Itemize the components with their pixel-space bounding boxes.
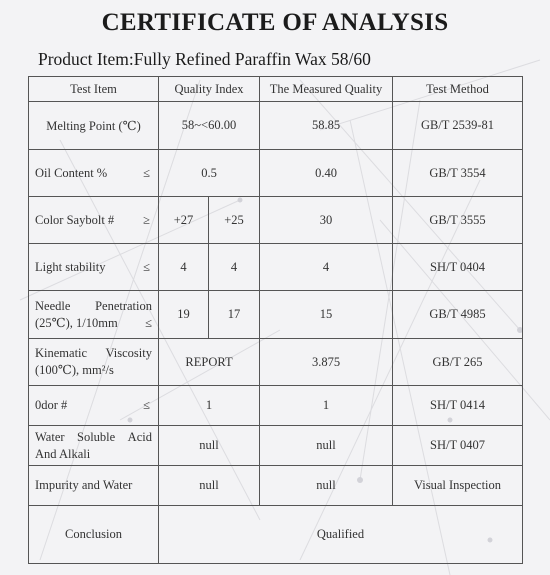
needle-item-word2: Penetration bbox=[95, 298, 152, 313]
melting-item: Melting Point (℃) bbox=[29, 102, 159, 150]
color-index-a: +27 bbox=[159, 197, 209, 244]
melting-method: GB/T 2539-81 bbox=[393, 102, 523, 150]
kinematic-item-cell bbox=[29, 339, 159, 386]
kinematic-index: REPORT bbox=[159, 339, 260, 386]
color-item: Color Saybolt # bbox=[35, 212, 115, 227]
row-odor bbox=[29, 386, 523, 426]
row-melting-point bbox=[29, 102, 523, 150]
light-index-a: 4 bbox=[159, 244, 209, 291]
needle-item-word1: Needle bbox=[35, 298, 71, 313]
row-water-soluble bbox=[29, 426, 523, 466]
water-item-word1: Water bbox=[35, 429, 65, 444]
row-light-stability bbox=[29, 244, 523, 291]
document-title: CERTIFICATE OF ANALYSIS bbox=[101, 9, 449, 36]
conclusion-label: Conclusion bbox=[29, 506, 159, 564]
color-method: GB/T 3555 bbox=[393, 197, 523, 244]
impurity-measured: null bbox=[260, 466, 393, 506]
oil-index: 0.5 bbox=[159, 150, 260, 197]
header-test-method: Test Method bbox=[393, 77, 523, 102]
melting-measured: 58.85 bbox=[260, 102, 393, 150]
impurity-method: Visual Inspection bbox=[393, 466, 523, 506]
color-measured: 30 bbox=[260, 197, 393, 244]
row-impurity-water bbox=[29, 466, 523, 506]
water-item-word3: Acid bbox=[127, 429, 152, 444]
light-method: SH/T 0404 bbox=[393, 244, 523, 291]
odor-item-cell bbox=[29, 386, 159, 426]
kinematic-measured: 3.875 bbox=[260, 339, 393, 386]
conclusion-result: Qualified bbox=[159, 506, 523, 564]
kinematic-item-word2: Viscosity bbox=[105, 346, 152, 360]
kinematic-item-line2: (100℃), mm²/s bbox=[35, 363, 114, 377]
oil-symbol: ≤ bbox=[143, 165, 150, 180]
water-measured: null bbox=[260, 426, 393, 466]
water-item-word2: Soluble bbox=[77, 429, 116, 444]
odor-item: 0dor # bbox=[35, 398, 68, 412]
light-item-cell bbox=[29, 244, 159, 291]
header-row bbox=[29, 77, 523, 102]
needle-measured: 15 bbox=[260, 291, 393, 339]
oil-method: GB/T 3554 bbox=[393, 150, 523, 197]
header-measured-quality: The Measured Quality bbox=[260, 77, 393, 102]
odor-method: SH/T 0414 bbox=[393, 386, 523, 426]
impurity-item: Impurity and Water bbox=[29, 466, 159, 506]
melting-index: 58~<60.00 bbox=[159, 102, 260, 150]
row-kinematic-viscosity bbox=[29, 339, 523, 386]
water-item-line2: And Alkali bbox=[35, 446, 91, 461]
oil-item: Oil Content % bbox=[35, 165, 108, 180]
header-test-item: Test Item bbox=[29, 77, 159, 102]
odor-measured: 1 bbox=[260, 386, 393, 426]
water-item-cell bbox=[29, 426, 159, 466]
oil-measured: 0.40 bbox=[260, 150, 393, 197]
header-quality-index: Quality Index bbox=[159, 77, 260, 102]
color-item-cell bbox=[29, 197, 159, 244]
row-needle-penetration bbox=[29, 291, 523, 339]
kinematic-method: GB/T 265 bbox=[393, 339, 523, 386]
row-conclusion bbox=[29, 506, 523, 564]
needle-index-b: 17 bbox=[209, 291, 260, 339]
row-oil-content bbox=[29, 150, 523, 197]
odor-symbol: ≤ bbox=[143, 398, 150, 412]
color-index-b: +25 bbox=[209, 197, 260, 244]
needle-index-a: 19 bbox=[159, 291, 209, 339]
light-index-b: 4 bbox=[209, 244, 260, 291]
analysis-table bbox=[28, 76, 523, 564]
light-symbol: ≤ bbox=[143, 259, 150, 274]
water-method: SH/T 0407 bbox=[393, 426, 523, 466]
color-symbol: ≥ bbox=[143, 212, 150, 227]
impurity-index: null bbox=[159, 466, 260, 506]
water-index: null bbox=[159, 426, 260, 466]
light-item: Light stability bbox=[35, 259, 106, 274]
row-color-saybolt bbox=[29, 197, 523, 244]
product-item: Product Item:Fully Refined Paraffin Wax 58/60 bbox=[38, 49, 371, 69]
needle-item-line2: (25℃), 1/10mm bbox=[35, 315, 118, 330]
light-measured: 4 bbox=[260, 244, 393, 291]
needle-symbol: ≤ bbox=[145, 315, 152, 330]
needle-item-cell bbox=[29, 291, 159, 339]
kinematic-item-word1: Kinematic bbox=[35, 346, 88, 360]
odor-index: 1 bbox=[159, 386, 260, 426]
oil-item-cell bbox=[29, 150, 159, 197]
needle-method: GB/T 4985 bbox=[393, 291, 523, 339]
